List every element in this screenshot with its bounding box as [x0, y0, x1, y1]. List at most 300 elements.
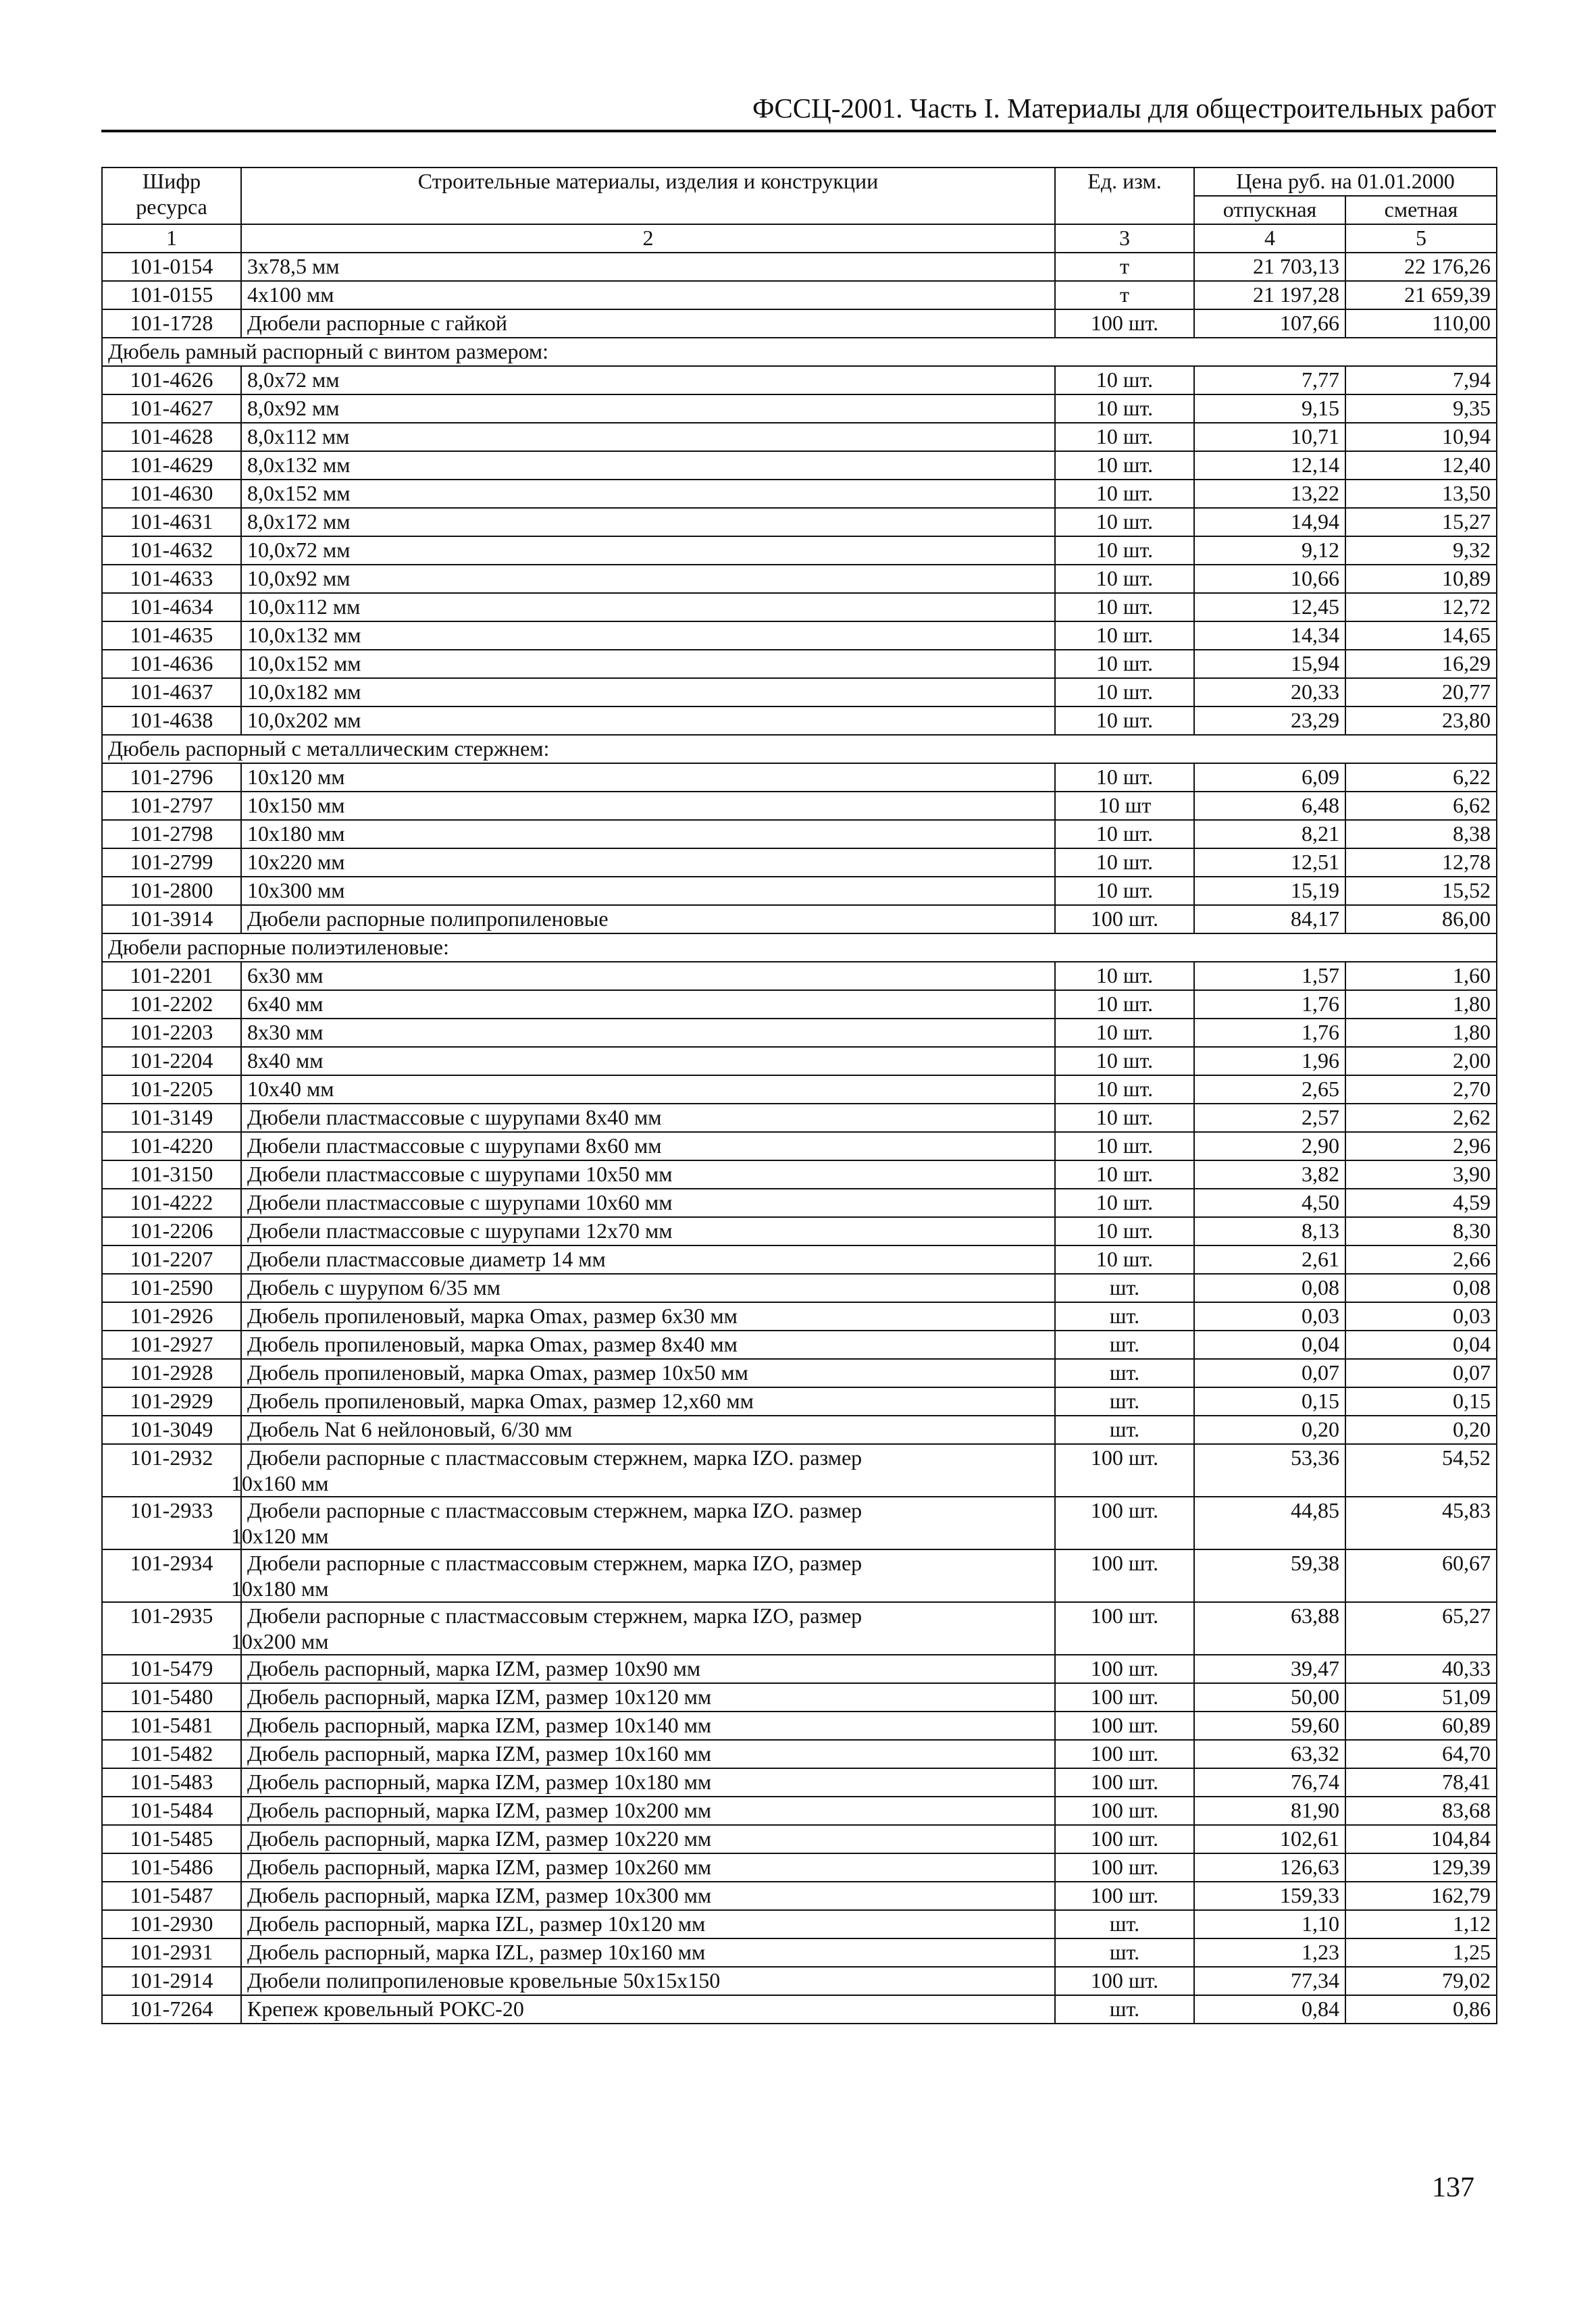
estimate-price: 1,80: [1345, 1019, 1497, 1047]
table-row: [102, 1967, 1497, 1995]
resource-code: 101-5486: [102, 1853, 241, 1882]
estimate-price: 8,30: [1345, 1217, 1497, 1245]
unit-of-measure: шт.: [1055, 1331, 1194, 1359]
release-price: 4,50: [1194, 1189, 1345, 1217]
resource-code: 101-2203: [102, 1019, 241, 1047]
resource-code: 101-2928: [102, 1359, 241, 1387]
estimate-price: 4,59: [1345, 1189, 1497, 1217]
table-row: [102, 1655, 1497, 1683]
table-row: [102, 1359, 1497, 1387]
release-price: 6,48: [1194, 792, 1345, 820]
unit-of-measure: 100 шт.: [1055, 1712, 1194, 1740]
table-row: [102, 678, 1497, 706]
material-name: 10х220 мм: [241, 848, 1055, 877]
column-number: 3: [1055, 224, 1194, 253]
estimate-price: 129,39: [1345, 1853, 1497, 1882]
resource-code: 101-2201: [102, 962, 241, 990]
release-price: 0,07: [1194, 1359, 1345, 1387]
resource-code: 101-2798: [102, 820, 241, 848]
estimate-price: 1,25: [1345, 1938, 1497, 1967]
release-price: 13,22: [1194, 480, 1345, 508]
material-name: 10,0х112 мм: [241, 593, 1055, 621]
material-name: Дюбели пластмассовые с шурупами 12х70 мм: [241, 1217, 1055, 1245]
release-price: 9,15: [1194, 394, 1345, 423]
estimate-price: 86,00: [1345, 905, 1497, 933]
resource-code: 101-1728: [102, 309, 241, 338]
header-name: Строительные материалы, изделия и конструкции: [241, 168, 1055, 224]
estimate-price: 0,20: [1345, 1416, 1497, 1444]
material-name: Дюбель с шурупом 6/35 мм: [241, 1274, 1055, 1302]
material-name: 8х30 мм: [241, 1019, 1055, 1047]
material-name: 6х40 мм: [241, 990, 1055, 1019]
group-heading-row: [102, 735, 1497, 763]
estimate-price: 9,35: [1345, 394, 1497, 423]
estimate-price: 0,08: [1345, 1274, 1497, 1302]
release-price: 15,94: [1194, 650, 1345, 678]
material-name: 10х150 мм: [241, 792, 1055, 820]
estimate-price: 1,60: [1345, 962, 1497, 990]
material-name: 10,0х72 мм: [241, 536, 1055, 565]
unit-of-measure: 10 шт.: [1055, 1217, 1194, 1245]
material-name: Дюбель распорный, марка IZM, размер 10х160 мм: [241, 1740, 1055, 1768]
material-name: 3х78,5 мм: [241, 253, 1055, 281]
column-number: 4: [1194, 224, 1345, 253]
unit-of-measure: 10 шт.: [1055, 1047, 1194, 1075]
unit-of-measure: 10 шт.: [1055, 1245, 1194, 1274]
unit-of-measure: 100 шт.: [1055, 1882, 1194, 1910]
material-name: 10х40 мм: [241, 1075, 1055, 1104]
material-name: 8,0х172 мм: [241, 508, 1055, 536]
estimate-price: 0,03: [1345, 1302, 1497, 1331]
column-number: 2: [241, 224, 1055, 253]
resource-code: 101-4636: [102, 650, 241, 678]
resource-code: 101-4626: [102, 366, 241, 394]
estimate-price: 83,68: [1345, 1797, 1497, 1825]
table-row: [102, 1497, 1497, 1549]
estimate-price: 2,62: [1345, 1104, 1497, 1132]
material-name: 10х300 мм: [241, 877, 1055, 905]
release-price: 63,88: [1194, 1602, 1345, 1655]
unit-of-measure: 100 шт.: [1055, 1444, 1194, 1497]
unit-of-measure: 100 шт.: [1055, 1797, 1194, 1825]
resource-code: 101-4637: [102, 678, 241, 706]
unit-of-measure: 10 шт.: [1055, 366, 1194, 394]
estimate-price: 2,66: [1345, 1245, 1497, 1274]
page-number: 137: [1432, 2172, 1474, 2203]
material-name: Дюбель распорный, марка IZL, размер 10х120 мм: [241, 1910, 1055, 1938]
material-name: 8х40 мм: [241, 1047, 1055, 1075]
release-price: 21 197,28: [1194, 281, 1345, 309]
table-row: [102, 366, 1497, 394]
unit-of-measure: 100 шт.: [1055, 1683, 1194, 1712]
table-row: [102, 848, 1497, 877]
column-number: 1: [102, 224, 241, 253]
table-row: [102, 792, 1497, 820]
estimate-price: 54,52: [1345, 1444, 1497, 1497]
resource-code: 101-4632: [102, 536, 241, 565]
material-name: 8,0х152 мм: [241, 480, 1055, 508]
material-name: Дюбели пластмассовые с шурупами 10х60 мм: [241, 1189, 1055, 1217]
resource-code: 101-2926: [102, 1302, 241, 1331]
resource-code: 101-2206: [102, 1217, 241, 1245]
unit-of-measure: шт.: [1055, 1416, 1194, 1444]
unit-of-measure: 10 шт.: [1055, 451, 1194, 480]
release-price: 53,36: [1194, 1444, 1345, 1497]
table-row: [102, 1047, 1497, 1075]
release-price: 10,71: [1194, 423, 1345, 451]
material-name: 10,0х92 мм: [241, 565, 1055, 593]
table-row: [102, 877, 1497, 905]
release-price: 8,21: [1194, 820, 1345, 848]
unit-of-measure: 100 шт.: [1055, 1853, 1194, 1882]
unit-of-measure: 10 шт.: [1055, 480, 1194, 508]
estimate-price: 2,00: [1345, 1047, 1497, 1075]
material-name: [231, 1497, 1055, 1549]
material-name: Дюбель пропиленовый, марка Omax, размер 12,х60 мм: [241, 1387, 1055, 1416]
estimate-price: 16,29: [1345, 650, 1497, 678]
material-name: Дюбель пропиленовый, марка Omax, размер 10х50 мм: [241, 1359, 1055, 1387]
table-row: [102, 253, 1497, 281]
estimate-price: 7,94: [1345, 366, 1497, 394]
material-name: [231, 1602, 1055, 1655]
resource-code: 101-4220: [102, 1132, 241, 1160]
header-unit: Ед. изм.: [1055, 168, 1194, 224]
resource-code: 101-4222: [102, 1189, 241, 1217]
table-row: [102, 1768, 1497, 1797]
release-price: 6,09: [1194, 763, 1345, 792]
release-price: 1,76: [1194, 1019, 1345, 1047]
estimate-price: 10,94: [1345, 423, 1497, 451]
release-price: 20,33: [1194, 678, 1345, 706]
material-name-line1: Дюбели распорные с пластмассовым стержнем, марка IZO, размер: [247, 1551, 863, 1575]
estimate-price: 12,72: [1345, 593, 1497, 621]
table-row: [102, 1160, 1497, 1189]
resource-code: 101-2932: [102, 1444, 241, 1497]
estimate-price: 12,40: [1345, 451, 1497, 480]
resource-code: 101-2934: [102, 1549, 241, 1602]
unit-of-measure: 10 шт.: [1055, 536, 1194, 565]
table-row: [102, 1416, 1497, 1444]
material-name: 8,0х72 мм: [241, 366, 1055, 394]
unit-of-measure: 10 шт.: [1055, 763, 1194, 792]
unit-of-measure: 100 шт.: [1055, 1602, 1194, 1655]
estimate-price: 0,15: [1345, 1387, 1497, 1416]
unit-of-measure: 10 шт.: [1055, 1160, 1194, 1189]
release-price: 77,34: [1194, 1967, 1345, 1995]
table-row: [102, 1075, 1497, 1104]
table-row: [102, 309, 1497, 338]
resource-code: 101-7264: [102, 1995, 241, 2024]
table-row: [102, 1549, 1497, 1602]
resource-code: 101-0155: [102, 281, 241, 309]
resource-code: 101-4638: [102, 706, 241, 735]
column-number-row: [102, 224, 1497, 253]
release-price: 0,03: [1194, 1302, 1345, 1331]
table-row: [102, 394, 1497, 423]
release-price: 44,85: [1194, 1497, 1345, 1549]
unit-of-measure: 10 шт.: [1055, 678, 1194, 706]
table-row: [102, 1995, 1497, 2024]
material-name: 6х30 мм: [241, 962, 1055, 990]
table-row: [102, 593, 1497, 621]
release-price: 12,14: [1194, 451, 1345, 480]
material-name: Дюбели пластмассовые диаметр 14 мм: [241, 1245, 1055, 1274]
estimate-price: 12,78: [1345, 848, 1497, 877]
release-price: 59,38: [1194, 1549, 1345, 1602]
estimate-price: 104,84: [1345, 1825, 1497, 1853]
table-row: [102, 565, 1497, 593]
estimate-price: 6,62: [1345, 792, 1497, 820]
material-name: Дюбели пластмассовые с шурупами 8х60 мм: [241, 1132, 1055, 1160]
table-row: [102, 1853, 1497, 1882]
unit-of-measure: 100 шт.: [1055, 1497, 1194, 1549]
estimate-price: 8,38: [1345, 820, 1497, 848]
unit-of-measure: 10 шт.: [1055, 1019, 1194, 1047]
resource-code: 101-2799: [102, 848, 241, 877]
table-row: [102, 1132, 1497, 1160]
unit-of-measure: т: [1055, 281, 1194, 309]
material-name: 10,0х152 мм: [241, 650, 1055, 678]
table-row: [102, 1019, 1497, 1047]
table-body: [102, 168, 1497, 2024]
table-row: [102, 1387, 1497, 1416]
material-name: 4х100 мм: [241, 281, 1055, 309]
resource-code: 101-5485: [102, 1825, 241, 1853]
material-name: Дюбели распорные полипропиленовые: [241, 905, 1055, 933]
release-price: 0,84: [1194, 1995, 1345, 2024]
material-name: Дюбели пластмассовые с шурупами 10х50 мм: [241, 1160, 1055, 1189]
resource-code: 101-2800: [102, 877, 241, 905]
unit-of-measure: шт.: [1055, 1359, 1194, 1387]
resource-code: 101-2914: [102, 1967, 241, 1995]
release-price: 76,74: [1194, 1768, 1345, 1797]
material-name-line2: 10х180 мм: [231, 1576, 329, 1601]
unit-of-measure: 10 шт.: [1055, 1104, 1194, 1132]
unit-of-measure: 10 шт.: [1055, 1075, 1194, 1104]
unit-of-measure: 10 шт.: [1055, 565, 1194, 593]
material-name: Дюбели распорные с гайкой: [241, 309, 1055, 338]
header-release-price: отпускная: [1194, 196, 1345, 224]
material-name: Дюбели полипропиленовые кровельные 50х15х150: [241, 1967, 1055, 1995]
resource-code: 101-4634: [102, 593, 241, 621]
release-price: 1,10: [1194, 1910, 1345, 1938]
release-price: 8,13: [1194, 1217, 1345, 1245]
unit-of-measure: 10 шт.: [1055, 621, 1194, 650]
header-code: Шифр ресурса: [102, 168, 241, 224]
estimate-price: 6,22: [1345, 763, 1497, 792]
estimate-price: 1,80: [1345, 990, 1497, 1019]
material-name-line2: 10х160 мм: [231, 1471, 329, 1495]
table-row: [102, 962, 1497, 990]
unit-of-measure: шт.: [1055, 1910, 1194, 1938]
unit-of-measure: шт.: [1055, 1938, 1194, 1967]
estimate-price: 14,65: [1345, 621, 1497, 650]
material-name: [231, 1444, 1055, 1497]
price-table: [101, 167, 1497, 2024]
material-name: 10х120 мм: [241, 763, 1055, 792]
release-price: 10,66: [1194, 565, 1345, 593]
release-price: 1,57: [1194, 962, 1345, 990]
table-row: [102, 1189, 1497, 1217]
material-name: Дюбель Nat 6 нейлоновый, 6/30 мм: [241, 1416, 1055, 1444]
resource-code: 101-2927: [102, 1331, 241, 1359]
resource-code: 101-2929: [102, 1387, 241, 1416]
estimate-price: 22 176,26: [1345, 253, 1497, 281]
unit-of-measure: 10 шт.: [1055, 820, 1194, 848]
resource-code: 101-2202: [102, 990, 241, 1019]
resource-code: 101-2797: [102, 792, 241, 820]
material-name: Дюбель распорный, марка IZL, размер 10х160 мм: [241, 1938, 1055, 1967]
release-price: 0,08: [1194, 1274, 1345, 1302]
table-row: [102, 990, 1497, 1019]
table-row: [102, 1797, 1497, 1825]
unit-of-measure: 10 шт: [1055, 792, 1194, 820]
material-name-line1: Дюбели распорные с пластмассовым стержнем, марка IZO. размер: [247, 1445, 863, 1470]
release-price: 2,57: [1194, 1104, 1345, 1132]
table-row: [102, 621, 1497, 650]
material-name: Дюбель распорный, марка IZM, размер 10х300 мм: [241, 1882, 1055, 1910]
material-name: Дюбель пропиленовый, марка Omax, размер 8х40 мм: [241, 1331, 1055, 1359]
table-row: [102, 905, 1497, 933]
material-name: Дюбель распорный, марка IZM, размер 10х260 мм: [241, 1853, 1055, 1882]
unit-of-measure: 10 шт.: [1055, 706, 1194, 735]
resource-code: 101-5484: [102, 1797, 241, 1825]
material-name-line2: 10х120 мм: [231, 1524, 329, 1548]
release-price: 14,34: [1194, 621, 1345, 650]
material-name: 10,0х182 мм: [241, 678, 1055, 706]
table-row: [102, 423, 1497, 451]
resource-code: 101-2207: [102, 1245, 241, 1274]
resource-code: 101-2796: [102, 763, 241, 792]
material-name-line1: Дюбели распорные с пластмассовым стержнем, марка IZO. размер: [247, 1498, 863, 1522]
estimate-price: 13,50: [1345, 480, 1497, 508]
material-name: Дюбель пропиленовый, марка Omax, размер 6х30 мм: [241, 1302, 1055, 1331]
resource-code: 101-3150: [102, 1160, 241, 1189]
release-price: 21 703,13: [1194, 253, 1345, 281]
material-name: 8,0х112 мм: [241, 423, 1055, 451]
release-price: 2,61: [1194, 1245, 1345, 1274]
table-row: [102, 763, 1497, 792]
table-row: [102, 1938, 1497, 1967]
resource-code: 101-5482: [102, 1740, 241, 1768]
release-price: 159,33: [1194, 1882, 1345, 1910]
unit-of-measure: 10 шт.: [1055, 650, 1194, 678]
release-price: 23,29: [1194, 706, 1345, 735]
unit-of-measure: 10 шт.: [1055, 423, 1194, 451]
release-price: 59,60: [1194, 1712, 1345, 1740]
resource-code: 101-2205: [102, 1075, 241, 1104]
unit-of-measure: 100 шт.: [1055, 1967, 1194, 1995]
unit-of-measure: шт.: [1055, 1995, 1194, 2024]
release-price: 107,66: [1194, 309, 1345, 338]
unit-of-measure: 100 шт.: [1055, 1740, 1194, 1768]
release-price: 39,47: [1194, 1655, 1345, 1683]
estimate-price: 51,09: [1345, 1683, 1497, 1712]
estimate-price: 0,07: [1345, 1359, 1497, 1387]
table-row: [102, 1910, 1497, 1938]
table-row: [102, 451, 1497, 480]
release-price: 1,76: [1194, 990, 1345, 1019]
resource-code: 101-3049: [102, 1416, 241, 1444]
resource-code: 101-2931: [102, 1938, 241, 1967]
material-name: Дюбель распорный, марка IZM, размер 10х90 мм: [241, 1655, 1055, 1683]
release-price: 0,04: [1194, 1331, 1345, 1359]
unit-of-measure: 10 шт.: [1055, 593, 1194, 621]
resource-code: 101-4629: [102, 451, 241, 480]
resource-code: 101-5487: [102, 1882, 241, 1910]
table-row: [102, 1217, 1497, 1245]
resource-code: 101-5483: [102, 1768, 241, 1797]
table-row: [102, 281, 1497, 309]
unit-of-measure: 100 шт.: [1055, 1549, 1194, 1602]
estimate-price: 60,67: [1345, 1549, 1497, 1602]
estimate-price: 2,96: [1345, 1132, 1497, 1160]
table-row: [102, 1683, 1497, 1712]
table-row: [102, 1740, 1497, 1768]
material-name: 10х180 мм: [241, 820, 1055, 848]
column-number: 5: [1345, 224, 1497, 253]
unit-of-measure: 100 шт.: [1055, 309, 1194, 338]
estimate-price: 1,12: [1345, 1910, 1497, 1938]
estimate-price: 10,89: [1345, 565, 1497, 593]
estimate-price: 23,80: [1345, 706, 1497, 735]
table-header-row: [102, 168, 1497, 196]
estimate-price: 45,83: [1345, 1497, 1497, 1549]
resource-code: 101-4630: [102, 480, 241, 508]
unit-of-measure: т: [1055, 253, 1194, 281]
material-name: Крепеж кровельный РОКС-20: [241, 1995, 1055, 2024]
material-name: Дюбель распорный, марка IZM, размер 10х220 мм: [241, 1825, 1055, 1853]
release-price: 63,32: [1194, 1740, 1345, 1768]
unit-of-measure: 10 шт.: [1055, 1189, 1194, 1217]
release-price: 7,77: [1194, 366, 1345, 394]
estimate-price: 9,32: [1345, 536, 1497, 565]
unit-of-measure: 10 шт.: [1055, 990, 1194, 1019]
table-row: [102, 480, 1497, 508]
release-price: 0,15: [1194, 1387, 1345, 1416]
resource-code: 101-2933: [102, 1497, 241, 1549]
page-header: ФССЦ-2001. Часть I. Материалы для общестроительных работ: [752, 93, 1496, 124]
table-row: [102, 1602, 1497, 1655]
unit-of-measure: 10 шт.: [1055, 962, 1194, 990]
material-name: 10,0х202 мм: [241, 706, 1055, 735]
release-price: 14,94: [1194, 508, 1345, 536]
table-row: [102, 1104, 1497, 1132]
material-name: Дюбели пластмассовые с шурупами 8х40 мм: [241, 1104, 1055, 1132]
release-price: 15,19: [1194, 877, 1345, 905]
material-name-line2: 10х200 мм: [231, 1629, 329, 1653]
resource-code: 101-4635: [102, 621, 241, 650]
material-name: Дюбель распорный, марка IZM, размер 10х120 мм: [241, 1683, 1055, 1712]
unit-of-measure: 10 шт.: [1055, 1132, 1194, 1160]
header-rule: [101, 130, 1496, 132]
table-row: [102, 1331, 1497, 1359]
resource-code: 101-3914: [102, 905, 241, 933]
resource-code: 101-2590: [102, 1274, 241, 1302]
unit-of-measure: 10 шт.: [1055, 877, 1194, 905]
unit-of-measure: 10 шт.: [1055, 508, 1194, 536]
estimate-price: 3,90: [1345, 1160, 1497, 1189]
estimate-price: 65,27: [1345, 1602, 1497, 1655]
group-heading-row: [102, 338, 1497, 366]
resource-code: 101-2930: [102, 1910, 241, 1938]
table-row: [102, 820, 1497, 848]
resource-code: 101-2204: [102, 1047, 241, 1075]
resource-code: 101-2935: [102, 1602, 241, 1655]
group-heading: Дюбель распорный с металлическим стержнем:: [102, 735, 1497, 763]
unit-of-measure: 100 шт.: [1055, 1768, 1194, 1797]
release-price: 84,17: [1194, 905, 1345, 933]
